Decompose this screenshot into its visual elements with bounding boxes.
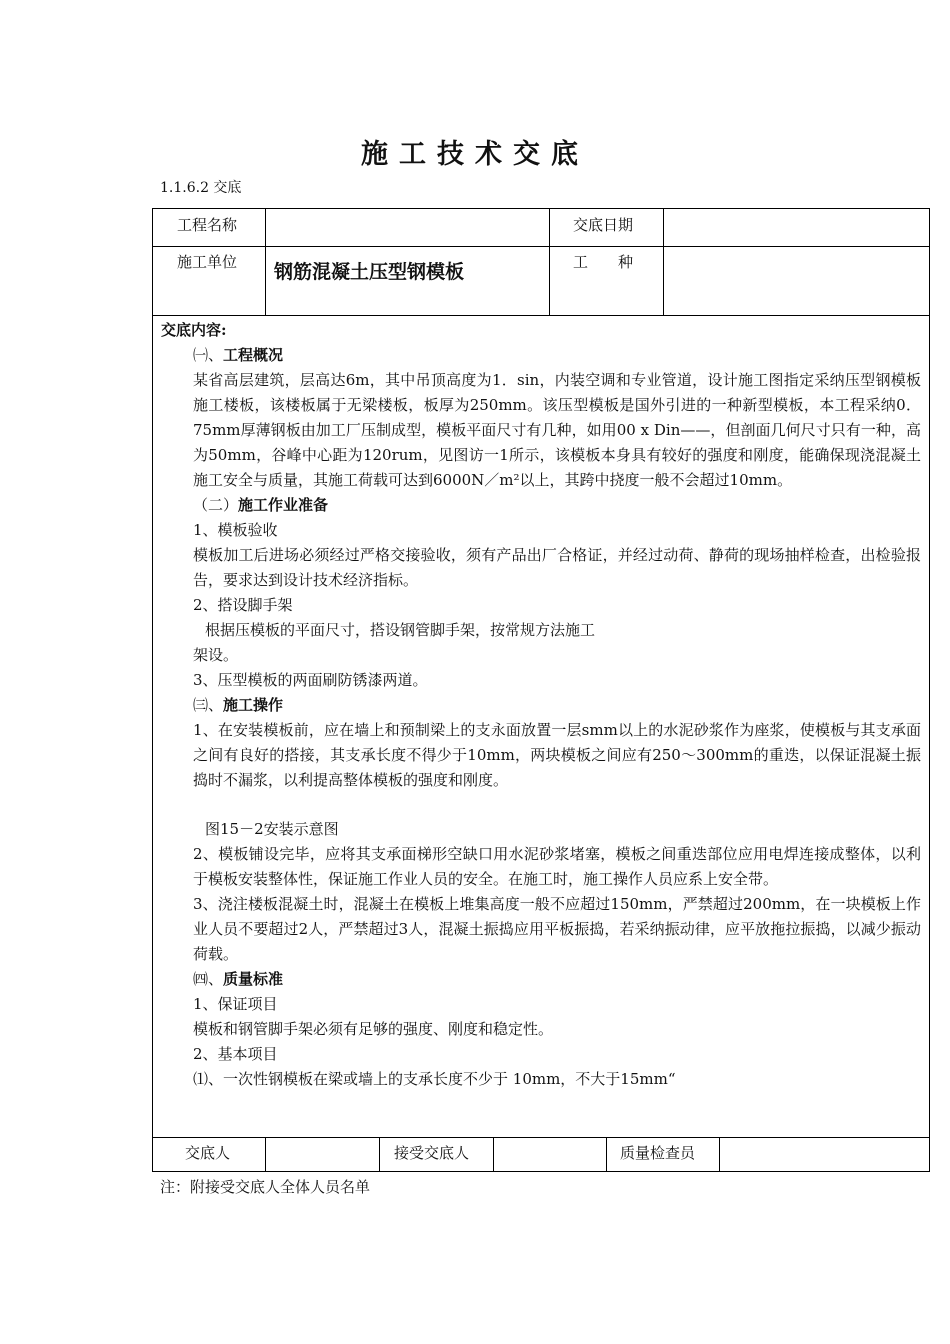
construction-unit-label: 施工单位 bbox=[177, 253, 238, 271]
section-heading bbox=[161, 343, 921, 368]
section-number: ㈣、 bbox=[193, 970, 224, 988]
section-number: （二） bbox=[193, 496, 239, 514]
grid-line bbox=[719, 1137, 720, 1171]
section-title: 工程概况 bbox=[223, 346, 284, 364]
paragraph: 架设。 bbox=[193, 646, 239, 664]
grid-line bbox=[153, 315, 929, 316]
grid-line bbox=[153, 246, 929, 247]
trade-label: 工 种 bbox=[573, 253, 634, 271]
section-number: ㈠、 bbox=[193, 346, 224, 364]
grid-line bbox=[663, 209, 664, 315]
list-item: 1、保证项目 bbox=[193, 995, 278, 1013]
paragraph: 2、模板铺设完毕，应将其支承面梯形空缺口用水泥砂浆堵塞，模板之间重迭部位应用电焊连接成整体，以利于模板安装整体性，保证施工作业人员的安全。在施工时，施工操作人员应系上安全带。 bbox=[193, 845, 921, 888]
paragraph: 模板和钢管脚手架必须有足够的强度、刚度和稳定性。 bbox=[193, 1020, 554, 1038]
paragraph: 3、浇注楼板混凝土时，混凝土在模板上堆集高度一般不应超过150mm，严禁超过200mm，在一块模板上作业人员不要超过2人，严禁超过3人，混凝土振捣应用平板振捣，若采纳振动律，应平放拖拉振捣，以减少振动荷载。 bbox=[193, 895, 921, 963]
section-heading bbox=[161, 967, 921, 992]
project-name-label: 工程名称 bbox=[177, 216, 238, 234]
section-title: 施工作业准备 bbox=[238, 496, 329, 514]
construction-unit-value: 钢筋混凝土压型钢模板 bbox=[274, 261, 465, 283]
paragraph: 根据压模板的平面尺寸，搭设钢管脚手架，按常规方法施工 bbox=[205, 621, 596, 639]
paragraph: 某省高层建筑，层高达6m，其中吊顶高度为1．sin，内装空调和专业管道，设计施工图指定采纳压型钢模板施工楼板，该楼板属于无梁楼板，板厚为250mm。该压型模板是国外引进的一种新型模板，本工程采纳0．75mm厚薄钢板由加工厂压制成型，模板平面尺寸有几种，如用00 x Din——，但剖面几何尺寸只有一种，高为50mm，谷峰中心距为120rum，见图访一1所示，该模板本身具有较好的强度和刚度，能确保现浇混凝土施工安全与质量，其施工荷载可达到6000N／m²以上，其跨中挠度一般不会超过10mm。 bbox=[193, 371, 921, 489]
page-title: 施工技术交底 bbox=[361, 139, 589, 170]
list-item: 1、模板验收 bbox=[193, 521, 278, 539]
figure-caption: 图15－2安装示意图 bbox=[205, 820, 339, 838]
document-id: 1.1.6.2 交底 bbox=[160, 180, 242, 196]
section-heading bbox=[161, 693, 921, 718]
paragraph: 模板加工后进场必须经过严格交接验收，须有产品出厂合格证，并经过动荷、静荷的现场抽样检查，出检验报告，要求达到设计技术经济指标。 bbox=[193, 546, 921, 589]
paragraph: 1、在安装模板前，应在墙上和预制梁上的支永面放置一层smm以上的水泥砂浆作为座浆，使模板与其支承面之间有良好的搭接，其支承长度不得少于10mm，两块模板之间应有250～300mm的重迭，以保证混凝土振捣时不漏浆，以利提高整体模板的强度和刚度。 bbox=[193, 721, 921, 789]
date-label: 交底日期 bbox=[573, 216, 634, 234]
grid-line bbox=[379, 1137, 380, 1171]
content-heading: 交底内容: bbox=[161, 321, 227, 339]
figure-placeholder bbox=[161, 793, 921, 817]
grid-line bbox=[606, 1137, 607, 1171]
disclosure-content bbox=[161, 318, 921, 1092]
list-item: 3、压型模板的两面刷防锈漆两道。 bbox=[193, 671, 428, 689]
footnote: 注：附接受交底人全体人员名单 bbox=[160, 1178, 371, 1196]
section-title: 质量标准 bbox=[223, 970, 284, 988]
receiver-label: 接受交底人 bbox=[394, 1144, 470, 1162]
section-heading bbox=[161, 493, 921, 518]
inspector-label: 质量检查员 bbox=[620, 1144, 696, 1162]
list-item: 2、搭设脚手架 bbox=[193, 596, 293, 614]
discloser-label: 交底人 bbox=[185, 1144, 231, 1162]
grid-line bbox=[265, 209, 266, 315]
section-title: 施工操作 bbox=[223, 696, 284, 714]
grid-line bbox=[493, 1137, 494, 1171]
grid-line bbox=[265, 1137, 266, 1171]
list-item: 2、基本项目 bbox=[193, 1045, 278, 1063]
section-number: ㈢、 bbox=[193, 696, 224, 714]
grid-line bbox=[549, 209, 550, 315]
paragraph: ⑴、一次性钢模板在梁或墙上的支承长度不少于 10mm，不大于15mm“ bbox=[193, 1070, 676, 1088]
disclosure-table bbox=[152, 208, 930, 1172]
grid-line bbox=[153, 1137, 929, 1138]
